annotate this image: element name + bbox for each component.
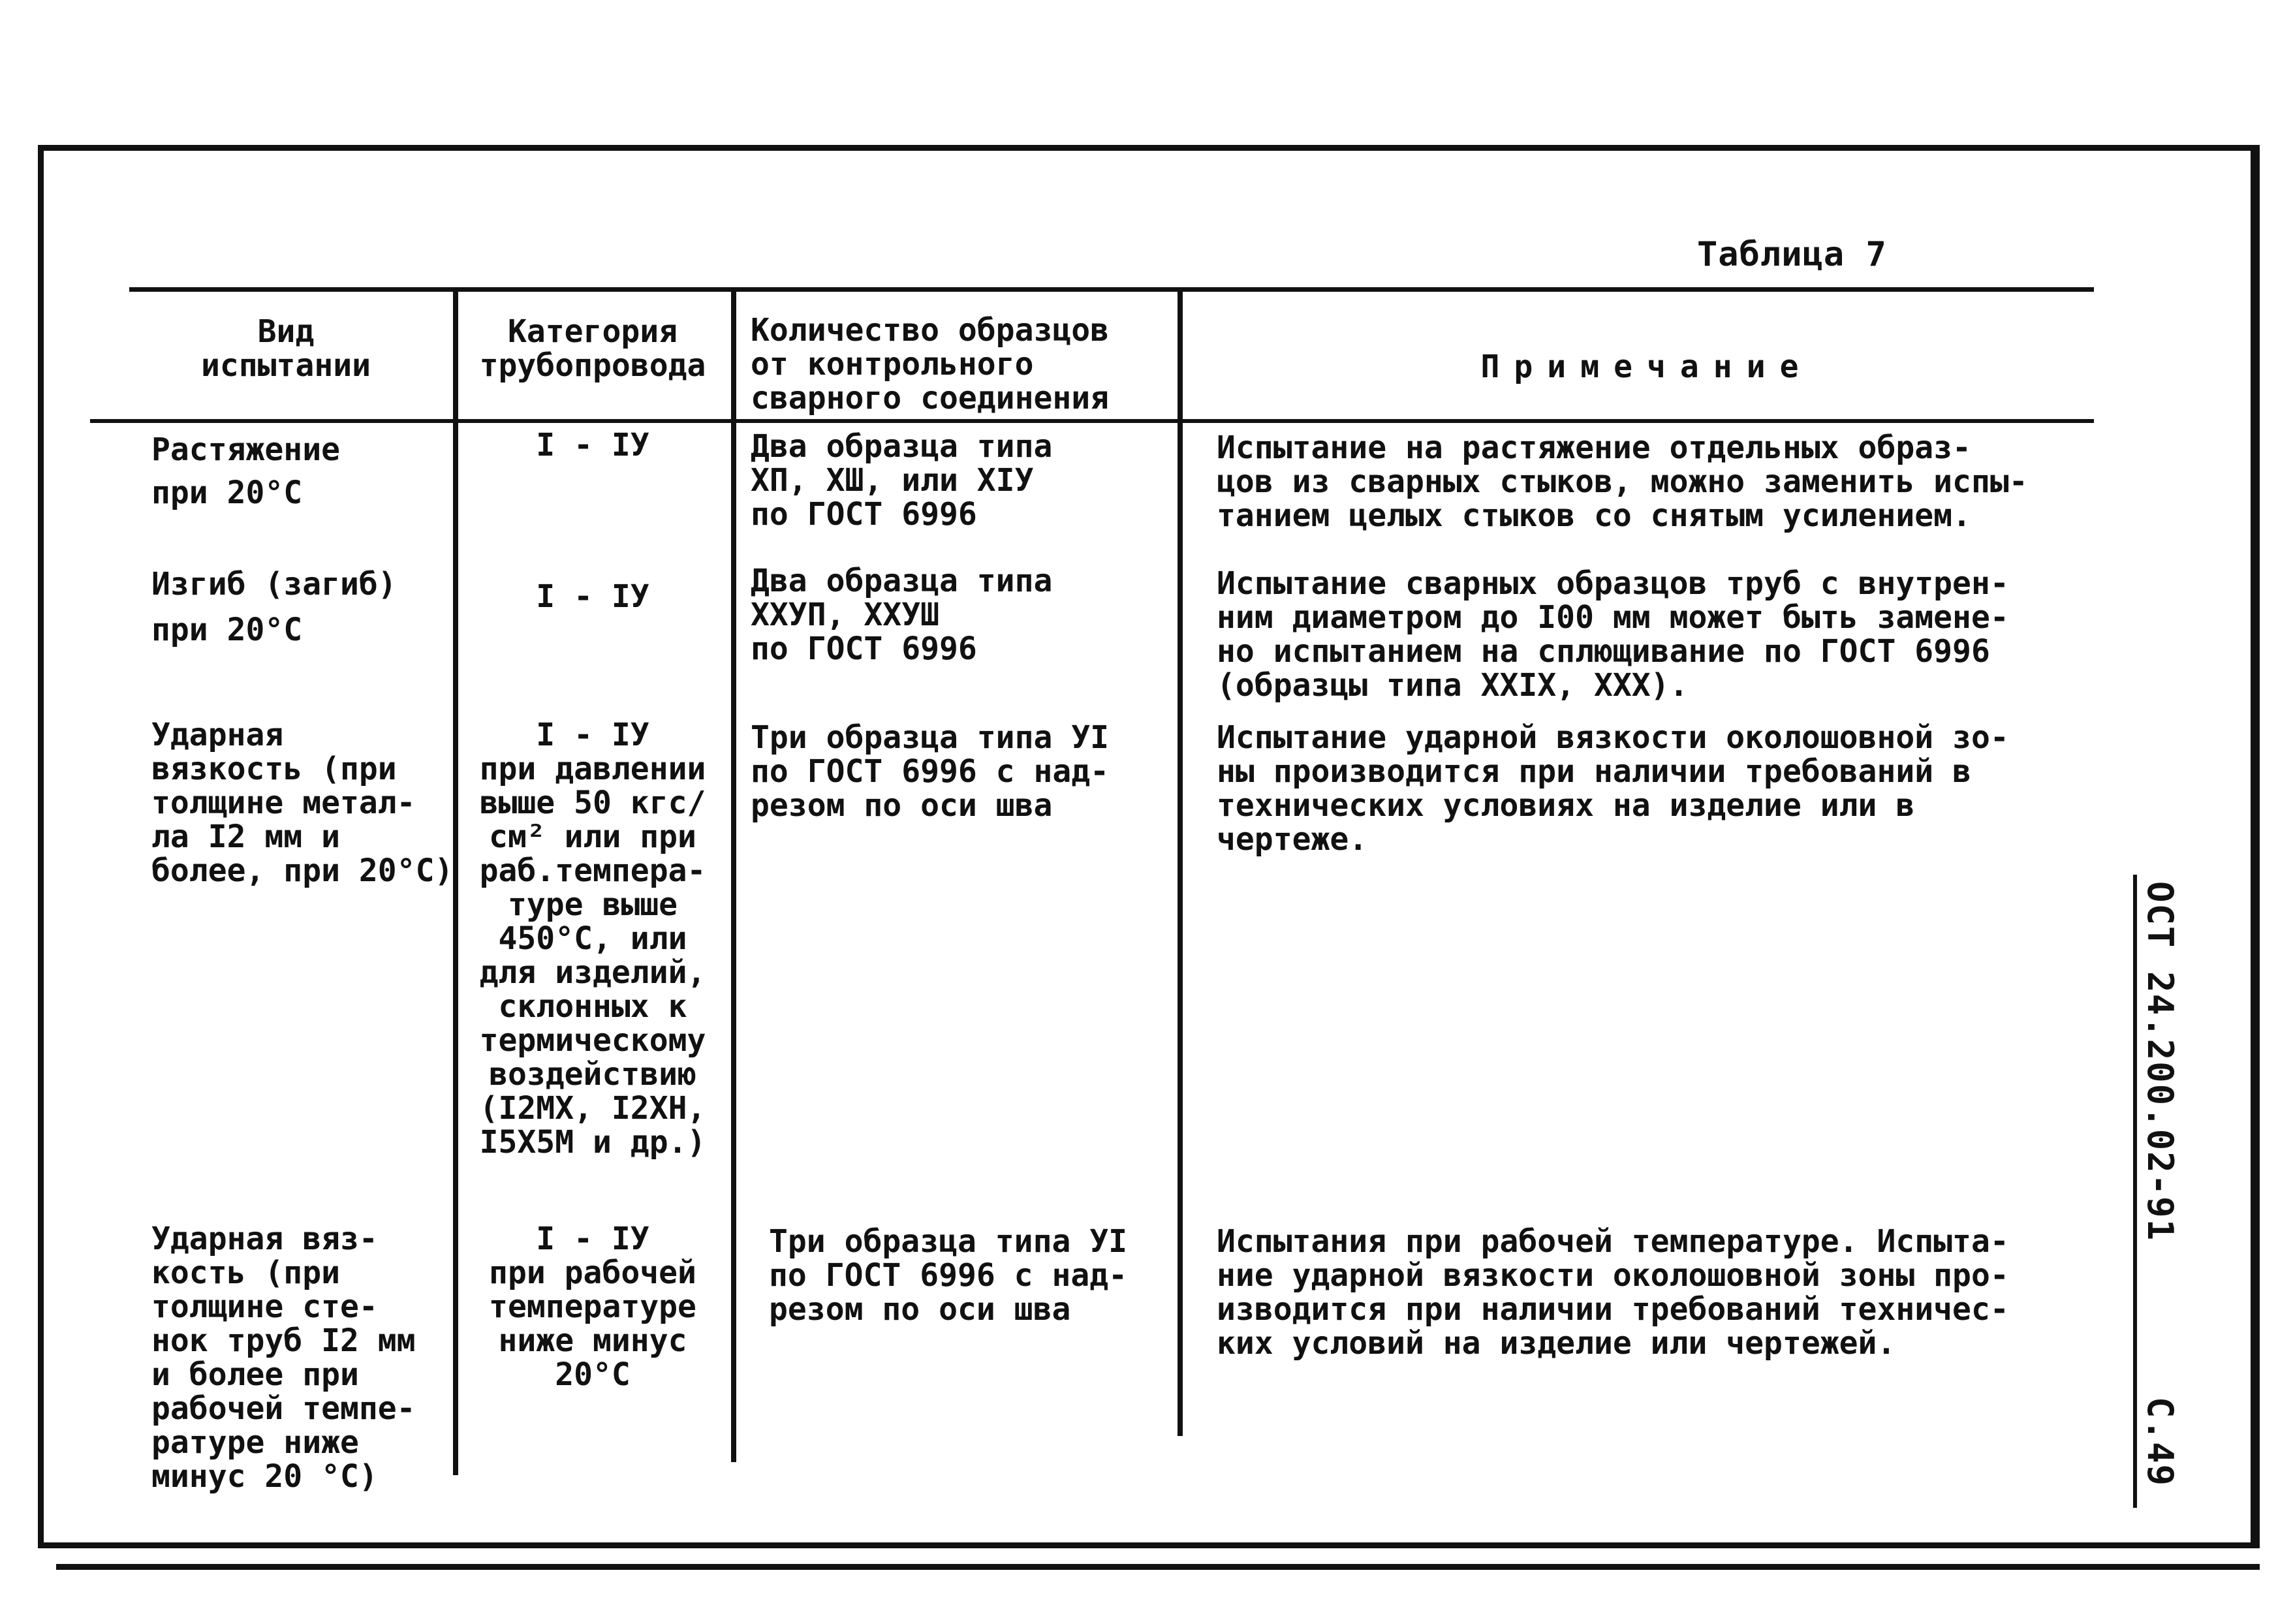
requirements-table: [129, 287, 2094, 1495]
document-code: ОСТ 24.200.02-91: [2140, 881, 2181, 1242]
row-impact-category: I - IУ при давлении выше 50 кгс/ см² или при раб.темпера- туре выше 450°С, или для изделий, склонных к термическому воздействию (I2МХ, I2ХН, I5Х5М и др.): [479, 717, 706, 1161]
row-bend-note: Испытание сварных образцов труб с внутрен- ним диаметром до I00 мм может быть замене- но испытанием на сплющивание по ГОСТ 6996 (образцы типа ХХIХ, ХХХ).: [1217, 565, 2009, 704]
header-sample-count: Количество образцов от контрольного сварного соединения: [751, 312, 1110, 416]
header-note: Примечание: [1480, 349, 1813, 385]
row-bend-samples: Два образца типа ХХУП, ХХУШ по ГОСТ 6996: [751, 563, 1053, 667]
bottom-rule: [56, 1564, 2260, 1570]
row-low-temp-impact-category: I - IУ при рабочей температуре ниже минус 20°С: [489, 1221, 696, 1393]
row-tension-samples: Два образца типа ХП, ХШ, или ХIУ по ГОСТ 6996: [751, 428, 1053, 533]
column-divider-2: [731, 287, 736, 1462]
row-impact-samples: Три образца типа УI по ГОСТ 6996 с над- резом по оси шва: [751, 719, 1110, 824]
header-category: Категория трубопровода: [479, 313, 706, 384]
table-top-rule: [129, 287, 2094, 292]
row-impact-test: Ударная вязкость (при толщине метал- ла I2 мм и более, при 20°С): [151, 717, 454, 889]
row-low-temp-impact-samples: Три образца типа УI по ГОСТ 6996 с над- резом по оси шва: [769, 1223, 1128, 1328]
row-tension-note: Испытание на растяжение отдельных образ- цов из сварных стыков, можно заменить испы- танием целых стыков со снятым усилением.: [1217, 429, 2028, 534]
row-bend-category: I - IУ: [536, 578, 649, 615]
row-bend-test: Изгиб (загиб) при 20°С: [151, 566, 397, 648]
header-test-type: Вид испытании: [200, 313, 371, 384]
row-low-temp-impact-note: Испытания при рабочей температуре. Испыта- ние ударной вязкости околошовной зоны про- изводится при наличии требований техничес- ких условий на изделие или чертежей.: [1217, 1223, 2009, 1362]
row-tension-category: I - IУ: [536, 427, 649, 463]
row-impact-note: Испытание ударной вязкости околошовной зо- ны производится при наличии требований в технических условиях на изделие или в чертеже.: [1217, 719, 2009, 858]
row-tension-test: Растяжение при 20°С: [151, 431, 340, 511]
table-header-rule: [90, 419, 2094, 423]
row-low-temp-impact-test: Ударная вяз- кость (при толщине сте- нок труб I2 мм и более при рабочей темпе- ратуре ниже минус 20 °С): [151, 1221, 416, 1495]
column-divider-3: [1178, 287, 1183, 1436]
table-caption: Таблица 7: [1697, 235, 1887, 274]
page-number: С.49: [2140, 1397, 2181, 1488]
